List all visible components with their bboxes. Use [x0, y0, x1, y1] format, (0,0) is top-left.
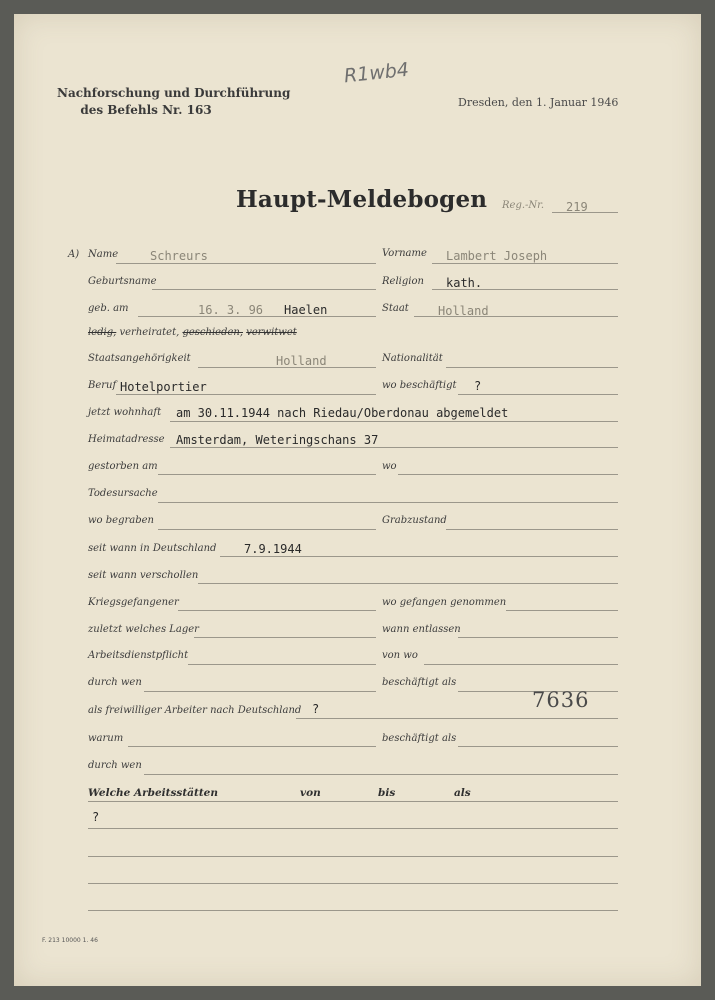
issuer-line-1: Nachforschung und Durchführung	[57, 86, 291, 100]
staatsangehoerigkeit-value: Holland	[276, 354, 327, 368]
rule	[116, 394, 376, 395]
entlassen-label: wann entlassen	[382, 624, 461, 635]
beschaeftigt-als-label: beschäftigt als	[382, 677, 457, 688]
wo-gefangen-label: wo gefangen genommen	[382, 597, 507, 608]
nationalitaet-label: Nationalität	[382, 353, 443, 364]
vorname-value: Lambert Joseph	[446, 249, 548, 263]
freiwilliger-label: als freiwilliger Arbeiter nach Deutschland	[88, 705, 302, 716]
staat-label: Staat	[382, 303, 409, 314]
seit-deutschland-value: 7.9.1944	[244, 542, 302, 556]
staatsangehoerigkeit-label: Staatsangehörigkeit	[88, 353, 191, 364]
durch-wen-2-label: durch wen	[88, 760, 142, 771]
rule	[458, 394, 618, 395]
wo-beschaeftigt-label: wo beschäftigt	[382, 380, 457, 391]
handwritten-mark: R1wb4	[343, 58, 410, 88]
vorname-label: Vorname	[382, 248, 427, 259]
verschollen-label: seit wann verschollen	[88, 570, 199, 581]
work-table-col-bis: bis	[378, 787, 396, 799]
rule	[424, 664, 618, 665]
marital-status	[88, 327, 297, 338]
status-ledig: ledig,	[88, 327, 117, 338]
rule	[432, 289, 618, 290]
work-table-row-rule	[88, 883, 618, 884]
geb-place-value: Haelen	[284, 303, 328, 317]
seit-deutschland-label: seit wann in Deutschland	[88, 543, 217, 554]
page-title: Haupt-Meldebogen	[236, 186, 488, 213]
rule	[116, 263, 376, 264]
issuer-block	[57, 85, 291, 119]
rule	[194, 637, 376, 638]
reg-number-label: Reg.-Nr.	[502, 200, 545, 211]
warum-label: warum	[88, 733, 124, 744]
geburtsname-label: Geburtsname	[88, 276, 157, 287]
form-code: F. 213 10000 1. 46	[42, 937, 98, 944]
gestorben-label: gestorben am	[88, 461, 158, 472]
rule	[158, 502, 618, 503]
rule	[458, 637, 618, 638]
rule	[296, 718, 618, 719]
von-wo-label: von wo	[382, 650, 418, 661]
rule	[446, 367, 618, 368]
rule	[138, 316, 376, 317]
issuer-line-2: des Befehls Nr. 163	[80, 103, 212, 117]
status-verheiratet: verheiratet,	[119, 327, 180, 338]
lager-label: zuletzt welches Lager	[88, 624, 199, 635]
beruf-label: Beruf	[88, 380, 117, 391]
rule	[152, 289, 376, 290]
begraben-label: wo begraben	[88, 515, 154, 526]
work-table-row-rule	[88, 828, 618, 829]
reg-number-value: 219	[566, 200, 588, 214]
heimatadresse-label: Heimatadresse	[88, 434, 165, 445]
status-verwitwet: verwitwet	[246, 327, 297, 338]
wohnhaft-value: am 30.11.1944 nach Riedau/Oberdonau abgemeldet	[176, 406, 509, 420]
rule	[178, 610, 376, 611]
beschaeftigt-als-2-label: beschäftigt als	[382, 733, 457, 744]
beruf-value: Hotelportier	[120, 380, 207, 394]
rule	[432, 263, 618, 264]
rule	[506, 610, 618, 611]
wohnhaft-label: jetzt wohnhaft	[88, 407, 162, 418]
religion-label: Religion	[382, 276, 424, 287]
arbeitsdienstpflicht-label: Arbeitsdienstpflicht	[88, 650, 189, 661]
issue-date: Dresden, den 1. Januar 1946	[458, 96, 619, 109]
rule	[144, 691, 376, 692]
rule	[446, 529, 618, 530]
work-table-header-rule	[88, 801, 618, 802]
geb-date-value: 16. 3. 96	[198, 303, 264, 317]
heimatadresse-value: Amsterdam, Weteringschans 37	[176, 433, 379, 447]
work-table-row-rule	[88, 910, 618, 911]
work-table-header: Welche Arbeitsstätten	[88, 787, 218, 799]
rule	[158, 529, 376, 530]
rule	[170, 421, 618, 422]
work-table-row-rule	[88, 856, 618, 857]
stamp-number: 7636	[532, 688, 590, 712]
work-table-col-als: als	[454, 787, 471, 799]
section-marker: A)	[68, 249, 80, 260]
rule	[198, 583, 618, 584]
work-table-row-1-value: ?	[92, 810, 100, 824]
todesursache-label: Todesursache	[88, 488, 158, 499]
kriegsgefangener-label: Kriegsgefangener	[88, 597, 179, 608]
wo-beschaeftigt-value: ?	[474, 379, 482, 393]
durch-wen-label: durch wen	[88, 677, 142, 688]
work-table-col-von: von	[300, 787, 321, 799]
rule	[458, 746, 618, 747]
rule	[158, 474, 376, 475]
document-page	[14, 14, 701, 986]
name-value: Schreurs	[150, 249, 208, 263]
rule	[170, 447, 618, 448]
rule	[398, 474, 618, 475]
rule	[220, 556, 618, 557]
staat-value: Holland	[438, 304, 489, 318]
geb-label: geb. am	[88, 303, 129, 314]
name-label: Name	[88, 249, 119, 260]
grabzustand-label: Grabzustand	[382, 515, 447, 526]
freiwilliger-value: ?	[312, 702, 320, 716]
religion-value: kath.	[446, 276, 483, 290]
rule	[144, 774, 618, 775]
rule	[128, 746, 376, 747]
rule	[414, 316, 618, 317]
status-geschieden: geschieden,	[182, 327, 243, 338]
wo-label: wo	[382, 461, 397, 472]
rule	[188, 664, 376, 665]
rule	[198, 367, 376, 368]
reg-number-underline	[552, 212, 618, 213]
